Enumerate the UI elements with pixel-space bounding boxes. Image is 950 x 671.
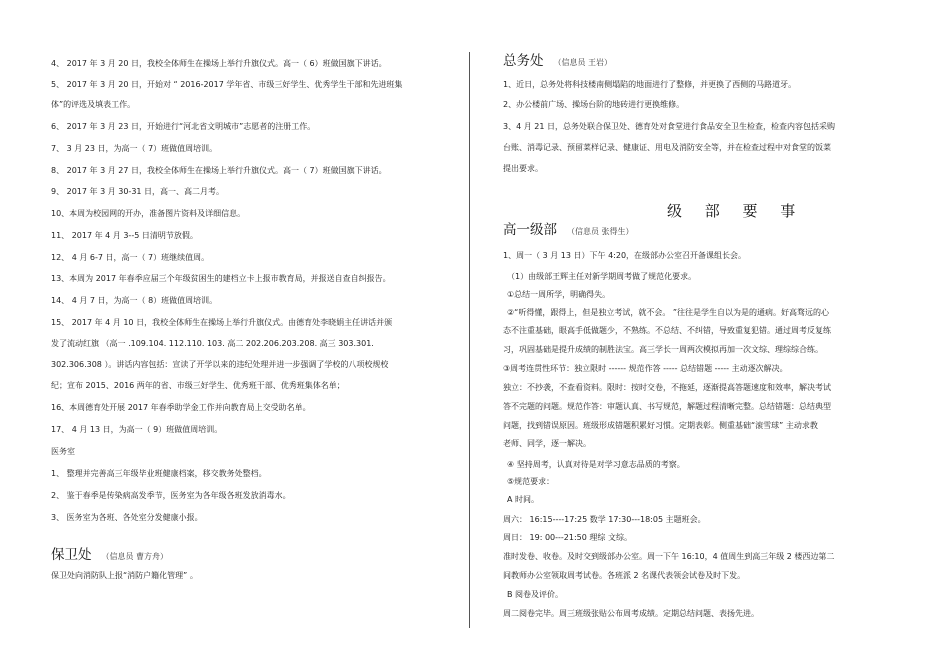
text-line: 3、 医务室为各班、各处室分发健康小报。 bbox=[51, 513, 203, 522]
text-line: ①总结一周所学，明确得失。 bbox=[507, 290, 611, 299]
text-line: 周六： 16:15----17:25 数学 17:30---18:05 主题班会。 bbox=[503, 515, 706, 524]
text-line: 17、 4 月 13 日，为高一（ 9）班做值周培训。 bbox=[51, 425, 223, 434]
text-line: 医务室 bbox=[51, 447, 75, 456]
general-affairs-heading bbox=[503, 53, 612, 71]
text-line: 问题，找到错误原因。班级形成错题积累好习惯。定期表彰。侧重基础“滚雪球” 主动求教 bbox=[503, 421, 818, 430]
text-line: 10、本周为校园网的开办，准备图片资料及详细信息。 bbox=[51, 209, 246, 218]
text-line: 6、 2017 年 3 月 23 日，开始进行“河北省文明城市”志愿者的注册工作。 bbox=[51, 122, 316, 131]
text-line: （1）由级部王辉主任对新学期周考做了规范化要求。 bbox=[507, 272, 697, 281]
text-line: 3、4 月 21 日，总务处联合保卫处、德育处对食堂进行食品安全卫生检查，检查内容包括采购 bbox=[503, 122, 835, 131]
text-line: 准时发卷、收卷。及时交到级部办公室。周一下午 16:10，4 值周生到高三年级 2 楼西边第二 bbox=[503, 552, 835, 561]
text-line: B 阅卷及评价。 bbox=[507, 590, 564, 599]
text-line: 5、 2017 年 3 月 20 日，开始对 “ 2016-2017 学年省、市级三好学生、优秀学生干部和先进班集 bbox=[51, 80, 403, 89]
text-line: 答不完题的问题。规范作答：审题认真、书写规范，解题过程清晰完整。总结错题：总结典型 bbox=[503, 402, 831, 411]
text-line: 8、 2017 年 3 月 27 日，我校全体师生在操场上举行升旗仪式。高一（ 7）班做国旗下讲话。 bbox=[51, 166, 387, 175]
text-line: 1、近日，总务处将科技楼南侧塌陷的地面进行了整修，并更换了西侧的马路道牙。 bbox=[503, 80, 797, 89]
text-line: ②“听得懂，跟得上，但是独立考试，就不会。 ”往往是学生自以为是的通病。好高骛远的心 bbox=[507, 308, 829, 317]
grade-section-title: 级 部 要 事 bbox=[667, 202, 805, 220]
text-line: 302.306.308 ）。讲话内容包括：宣读了开学以来的违纪处理并进一步强调了学校的八项校规校 bbox=[51, 360, 389, 369]
security-title: 保卫处 bbox=[51, 547, 92, 563]
text-line: 间教师办公室领取周考试卷。各班派 2 名课代表领会试卷及时下发。 bbox=[503, 571, 746, 580]
text-line: 老师、同学，逐一解决。 bbox=[503, 439, 591, 448]
grade1-heading bbox=[503, 222, 634, 240]
text-line: 7、 3 月 23 日，为高一（ 7）班做值周培训。 bbox=[51, 144, 218, 153]
grade1-meta: （信息员 张得生） bbox=[567, 227, 634, 236]
security-meta: （信息员 曹方舟） bbox=[101, 552, 169, 561]
text-line: 发了流动红旗 （高一 .109.104. 112.110. 103. 高二 202.206.203.208. 高三 303.301. bbox=[51, 339, 374, 348]
text-line: 15、 2017 年 4 月 10 日，我校全体师生在操场上举行升旗仪式。由德育处李晓娟主任讲话并颁 bbox=[51, 318, 393, 327]
text-line: 12、 4 月 6-7 日，高一（ 7）班继续值周。 bbox=[51, 253, 210, 262]
column-divider bbox=[469, 52, 470, 628]
general-affairs-meta: （信息员 王岩） bbox=[553, 58, 613, 67]
text-line: 1、周一（ 3 月 13 日）下午 4:20，在级部办公室召开备课组长会。 bbox=[503, 251, 747, 260]
text-line: 9、 2017 年 3 月 30-31 日，高一、高二月考。 bbox=[51, 187, 225, 196]
security-text: 保卫处向消防队上报“消防户籍化管理” 。 bbox=[51, 571, 198, 580]
text-line: 2、办公楼前广场、操场台阶的地砖进行更换维修。 bbox=[503, 100, 685, 109]
text-line: 2、 鉴于春季是传染病高发季节，医务室为各年级各班发放消毒水。 bbox=[51, 491, 291, 500]
text-line: 态不注重基础，眼高手低做题少，不熟练。不总结、不纠错，导致重复犯错。通过周考反复练 bbox=[503, 326, 831, 335]
text-line: 体”的评选及填表工作。 bbox=[51, 100, 136, 109]
text-line: A 时间。 bbox=[507, 495, 540, 504]
text-line: 4、 2017 年 3 月 20 日，我校全体师生在操场上举行升旗仪式。高一（ 6）班做国旗下讲话。 bbox=[51, 59, 387, 68]
text-line: 独立：不抄袭，不查看资料。限时：按时交卷，不拖延，逐渐提高答题速度和效率，解决考试 bbox=[503, 383, 831, 392]
text-line: 提出要求。 bbox=[503, 164, 543, 173]
text-line: 周日： 19: 00---21:50 理综 文综。 bbox=[503, 533, 632, 542]
text-line: ④ 坚持周考，认真对待是对学习意志品质的考察。 bbox=[507, 460, 685, 469]
security-heading bbox=[51, 547, 168, 565]
text-line: 11、 2017 年 4 月 3--5 日清明节放假。 bbox=[51, 231, 198, 240]
text-line: 14、 4 月 7 日，为高一（ 8）班做值周培训。 bbox=[51, 296, 218, 305]
text-line: 1、 整理并完善高三年级毕业班健康档案，移交教务处整档。 bbox=[51, 469, 267, 478]
text-line: 16、本周德育处开展 2017 年春季助学金工作并向教育局上交受助名单。 bbox=[51, 403, 311, 412]
text-line: 纪；宣布 2015、2016 两年的省、市级三好学生、优秀班干部、优秀班集体名单； bbox=[51, 381, 345, 390]
text-line: 习，巩固基础是提升成绩的制胜法宝。高三学长一周两次模拟再加一次文综、理综综合练。 bbox=[503, 345, 823, 354]
text-line: 周二阅卷完毕。周三班级张贴公布周考成绩。定期总结问题、表扬先进。 bbox=[503, 609, 759, 618]
general-affairs-title: 总务处 bbox=[503, 53, 544, 69]
grade1-title: 高一级部 bbox=[503, 222, 557, 238]
text-line: 台账、消毒记录、预留菜样记录、健康证、用电及消防安全等，并在检查过程中对食堂的饭菜 bbox=[503, 143, 831, 152]
text-line: ③周考连贯性环节：独立限时 ------ 规范作答 ----- 总结错题 ----- 主动逐次解决。 bbox=[503, 364, 788, 373]
text-line: 13、本周为 2017 年春季应届三个年级贫困生的建档立卡上报市教育局，并报送自查自纠报告。 bbox=[51, 274, 391, 283]
text-line: ⑤规范要求： bbox=[507, 477, 555, 486]
